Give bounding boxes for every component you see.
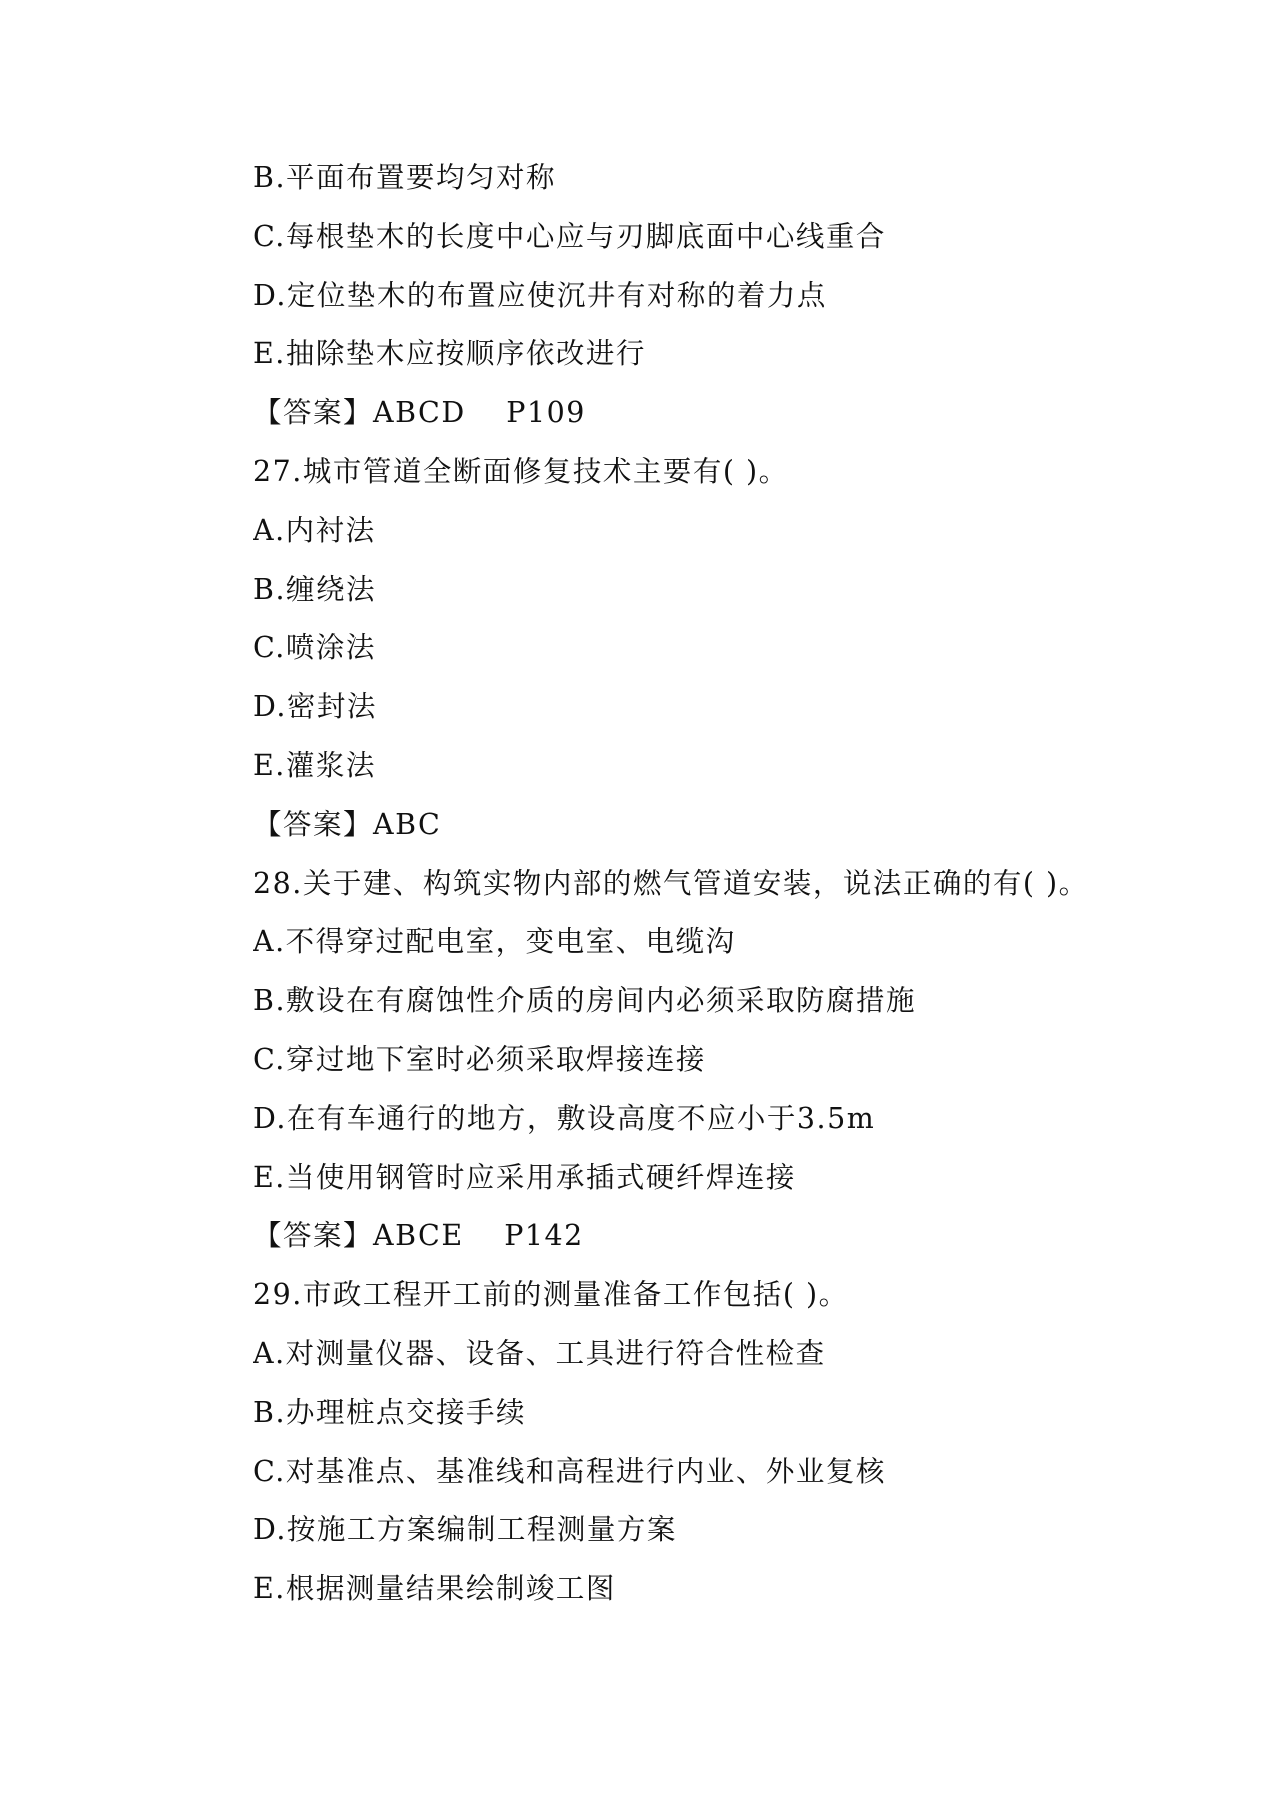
option-e-q29: E.根据测量结果绘制竣工图 xyxy=(253,1572,616,1606)
option-c-q26: C.每根垫木的长度中心应与刃脚底面中心线重合 xyxy=(253,219,886,253)
option-b-q28: B.敷设在有腐蚀性介质的房间内必须采取防腐措施 xyxy=(253,984,917,1018)
option-e-q27: E.灌浆法 xyxy=(253,748,376,782)
option-d-q27: D.密封法 xyxy=(253,690,377,724)
option-c-q28: C.穿过地下室时必须采取焊接连接 xyxy=(253,1042,706,1076)
option-e-q26: E.抽除垫木应按顺序依改进行 xyxy=(253,337,646,371)
document-page xyxy=(253,149,1243,1619)
option-a-q27: A.内衬法 xyxy=(253,513,376,547)
option-d-q26: D.定位垫木的布置应使沉井有对称的着力点 xyxy=(253,278,827,312)
question-27: 27.城市管道全断面修复技术主要有( )。 xyxy=(253,454,789,488)
option-a-q28: A.不得穿过配电室，变电室、电缆沟 xyxy=(253,925,736,959)
option-a-q29: A.对测量仪器、设备、工具进行符合性检查 xyxy=(253,1336,826,1370)
question-28: 28.关于建、构筑实物内部的燃气管道安装，说法正确的有( )。 xyxy=(253,866,1089,900)
option-b-q29: B.办理桩点交接手续 xyxy=(253,1395,527,1429)
option-c-q27: C.喷涂法 xyxy=(253,631,376,665)
option-d-q28: D.在有车通行的地方，敷设高度不应小于3.5m xyxy=(253,1101,876,1135)
answer-q27: 【答案】ABC xyxy=(253,807,442,841)
option-b-q27: B.缠绕法 xyxy=(253,572,377,606)
option-c-q29: C.对基准点、基准线和高程进行内业、外业复核 xyxy=(253,1454,886,1488)
question-29: 29.市政工程开工前的测量准备工作包括( )。 xyxy=(253,1278,849,1312)
option-b-q26: B.平面布置要均匀对称 xyxy=(253,161,557,194)
answer-q28: 【答案】ABCE P142 xyxy=(253,1219,584,1253)
option-d-q29: D.按施工方案编制工程测量方案 xyxy=(253,1513,677,1547)
option-e-q28: E.当使用钢管时应采用承插式硬纤焊连接 xyxy=(253,1160,796,1194)
answer-q26: 【答案】ABCD P109 xyxy=(253,396,586,430)
